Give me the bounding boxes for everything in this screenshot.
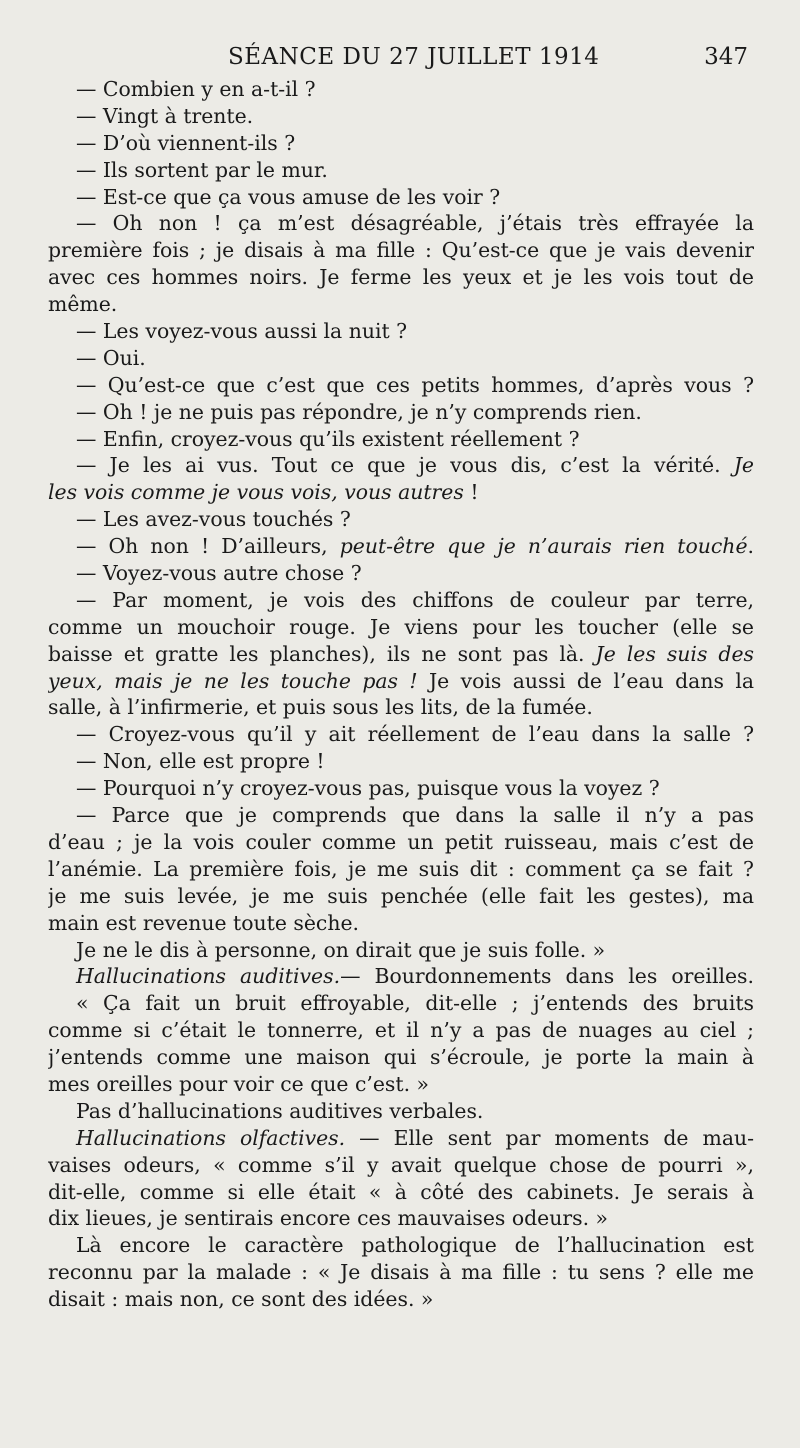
line-text: — Vingt à trente. <box>76 103 254 128</box>
text-line <box>48 103 754 130</box>
line-text: main est revenue toute sèche. <box>48 910 360 935</box>
text-line <box>48 1232 754 1259</box>
text-line <box>48 318 754 345</box>
line-text: — Enfin, croyez-vous qu’ils existent réellement ? <box>76 426 580 451</box>
line-text: « Ça fait un bruit effroyable, dit-elle ; j’entends des bruits <box>76 991 754 1016</box>
text-line <box>48 372 754 399</box>
line-text: dit-elle, comme si elle était « à côté des cabinets. Je serais à <box>48 1179 754 1204</box>
text-line <box>48 1286 754 1313</box>
line-text: — Est-ce que ça vous amuse de les voir ? <box>76 184 501 209</box>
text-line <box>48 614 754 641</box>
page-header <box>0 44 800 76</box>
line-text: — D’où viennent-ils ? <box>76 130 296 155</box>
text-line <box>48 184 754 211</box>
italic-text: Hallucinations auditives. <box>76 964 341 989</box>
text-line <box>48 264 754 291</box>
line-text-after: Je vois aussi de l’eau dans la <box>417 668 754 693</box>
line-text: comme un mouchoir rouge. Je viens pour les toucher (elle se <box>48 614 754 639</box>
text-line <box>48 345 754 372</box>
line-text: — Les voyez-vous aussi la nuit ? <box>76 319 408 344</box>
text-line <box>48 452 754 479</box>
text-line <box>48 963 754 990</box>
line-text-after: ! <box>463 480 479 505</box>
text-line <box>48 883 754 910</box>
text-line <box>48 668 754 695</box>
line-text: vaises odeurs, « comme s’il y avait quelque chose de pourri », <box>48 1152 754 1177</box>
text-line <box>48 856 754 883</box>
text-line <box>48 1098 754 1125</box>
body-text <box>48 76 754 1313</box>
text-line <box>48 1205 754 1232</box>
text-line <box>48 990 754 1017</box>
line-text: Pas d’hallucinations auditives verbales. <box>76 1098 484 1123</box>
line-text: première fois ; je disais à ma fille : Qu’est-ce que je vais devenir <box>48 238 754 263</box>
text-line <box>48 560 754 587</box>
line-text-after: — Bourdonnements dans les oreilles. <box>340 964 754 989</box>
line-text: — Oh non ! D’ailleurs, <box>76 534 328 559</box>
text-line <box>48 1259 754 1286</box>
line-text: — Non, elle est propre ! <box>76 749 325 774</box>
text-line <box>48 1017 754 1044</box>
line-text: — Pourquoi n’y croyez-vous pas, puisque vous la voyez ? <box>76 776 660 801</box>
line-text: salle, à l’infirmerie, et puis sous les lits, de la fumée. <box>48 695 593 720</box>
text-line <box>48 1179 754 1206</box>
line-text: — Oh non ! ça m’est désagréable, j’étais très effrayée la <box>76 211 754 236</box>
line-text: disait : mais non, ce sont des idées. » <box>48 1287 434 1312</box>
text-line <box>48 426 754 453</box>
text-line <box>48 157 754 184</box>
line-text: l’anémie. La première fois, je me suis dit : comment ça se fait ? <box>48 856 754 881</box>
line-text: dix lieues, je sentirais encore ces mauvaises odeurs. » <box>48 1206 609 1231</box>
text-line <box>48 1152 754 1179</box>
text-line <box>48 1125 754 1152</box>
line-text: je me suis levée, je me suis penchée (elle fait les gestes), ma <box>48 883 754 908</box>
line-text: — Croyez-vous qu’il y ait réellement de l’eau dans la salle ? <box>76 722 754 747</box>
text-line <box>48 748 754 775</box>
text-line <box>48 910 754 937</box>
line-text: — Oh ! je ne puis pas répondre, je n’y comprends rien. <box>76 399 642 424</box>
text-line <box>48 533 754 560</box>
text-line <box>48 1071 754 1098</box>
text-line <box>48 130 754 157</box>
text-line <box>48 76 754 103</box>
line-text-after: . <box>747 534 754 559</box>
text-line <box>48 1044 754 1071</box>
italic-text: Hallucinations olfactives. <box>76 1125 346 1150</box>
italic-text: les vois comme je vous vois, vous autres <box>48 480 464 505</box>
line-text-after: — Elle sent par moments de mau- <box>345 1125 754 1150</box>
text-line <box>48 291 754 318</box>
line-text: — Qu’est-ce que c’est que ces petits hommes, d’après vous ? <box>76 372 754 397</box>
line-text: — Ils sortent par le mur. <box>76 157 328 182</box>
line-text: — Par moment, je vois des chiffons de couleur par terre, <box>76 587 754 612</box>
line-text: Là encore le caractère pathologique de l’hallucination est <box>76 1233 754 1258</box>
line-text: Je ne le dis à personne, on dirait que je suis folle. » <box>76 937 606 962</box>
italic-text: Je les suis des <box>595 641 754 666</box>
text-line <box>48 479 754 506</box>
line-text: — Je les ai vus. Tout ce que je vous dis, c’est la vérité. <box>76 453 721 478</box>
line-text: baisse et gratte les planches), ils ne sont pas là. <box>48 641 585 666</box>
line-text: même. <box>48 292 118 317</box>
line-text: — Oui. <box>76 345 146 370</box>
text-line <box>48 399 754 426</box>
line-text: avec ces hommes noirs. Je ferme les yeux et je les vois tout de <box>48 265 754 290</box>
page-number: 347 <box>704 44 748 70</box>
italic-text: Je <box>733 453 754 478</box>
text-line <box>48 587 754 614</box>
text-line <box>48 937 754 964</box>
italic-text: peut-être que je n’aurais rien touché <box>339 534 748 559</box>
italic-text: yeux, mais je ne les touche pas ! <box>48 668 418 693</box>
line-text: — Parce que je comprends que dans la salle il n’y a pas <box>76 803 754 828</box>
text-line <box>48 721 754 748</box>
text-line <box>48 829 754 856</box>
line-text: mes oreilles pour voir ce que c’est. » <box>48 1071 430 1096</box>
text-line <box>48 210 754 237</box>
line-text: comme si c’était le tonnerre, et il n’y a pas de nuages au ciel ; <box>48 1018 754 1043</box>
text-line <box>48 802 754 829</box>
line-text: — Voyez-vous autre chose ? <box>76 561 362 586</box>
text-line <box>48 641 754 668</box>
text-line <box>48 775 754 802</box>
running-head: SÉANCE DU 27 JUILLET 1914 <box>228 44 600 70</box>
text-line <box>48 506 754 533</box>
line-text: — Combien y en a-t-il ? <box>76 77 316 101</box>
text-line <box>48 237 754 264</box>
line-text: j’entends comme une maison qui s’écroule, je porte la main à <box>48 1045 754 1070</box>
line-text: — Les avez-vous touchés ? <box>76 507 351 532</box>
line-text: reconnu par la malade : « Je disais à ma fille : tu sens ? elle me <box>48 1260 754 1285</box>
text-line <box>48 694 754 721</box>
line-text: d’eau ; je la vois couler comme un petit ruisseau, mais c’est de <box>48 829 754 854</box>
